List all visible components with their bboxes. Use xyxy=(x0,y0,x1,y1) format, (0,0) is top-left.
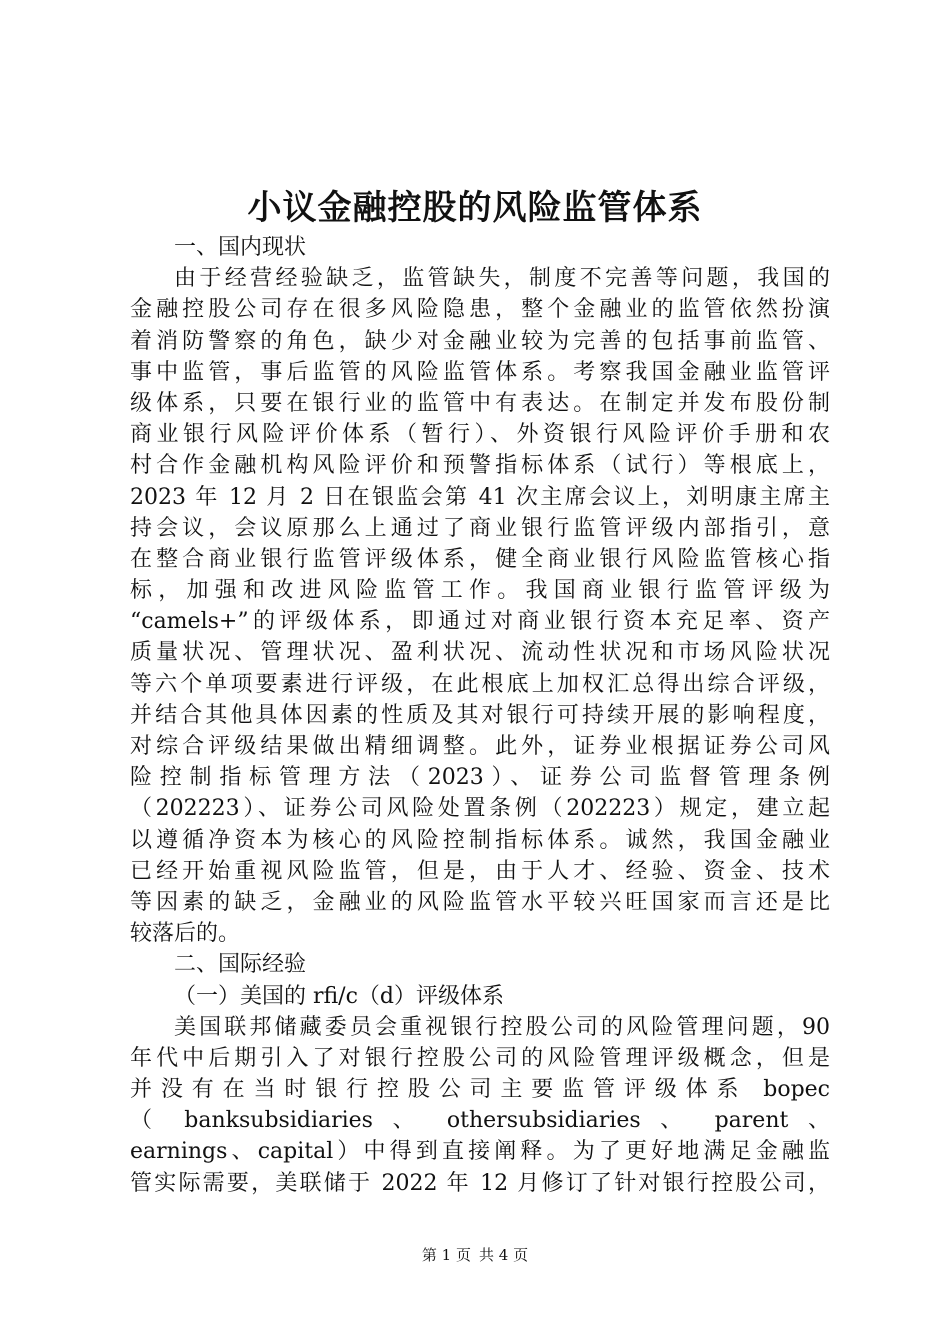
text-line: 事中监管，事后监管的风险监管体系。考察我国金融业监管评 xyxy=(130,359,830,385)
page-footer xyxy=(0,1244,950,1266)
section-heading: 一、国内现状 xyxy=(174,235,307,260)
text-line: 对综合评级结果做出精细调整。此外，证券业根据证券公司风 xyxy=(130,734,830,759)
text-line: 金融控股公司存在很多风险隐患，整个金融业的监管依然扮演 xyxy=(130,297,830,323)
text-line: 以遵循净资本为核心的风险控制指标体系。诚然，我国金融业 xyxy=(130,827,830,853)
text-line: 持会议，会议原那么上通过了商业银行监管评级内部指引，意 xyxy=(130,515,830,541)
text-line: 级体系，只要在银行业的监管中有表达。在制定并发布股份制 xyxy=(130,390,830,416)
text-line: 已经开始重视风险监管，但是，由于人才、经验、资金、技术 xyxy=(130,858,830,884)
text-line: （202223）、证券公司风险处置条例（202223）规定，建立起 xyxy=(130,796,830,822)
text-line: 商业银行风险评价体系（暂行）、外资银行风险评价手册和农 xyxy=(130,422,830,448)
text-line: 村合作金融机构风险评价和预警指标体系（试行）等根底上， xyxy=(130,453,830,479)
text-line: 并没有在当时银行控股公司主要监管评级体系 bopec xyxy=(130,1077,830,1103)
text-line: 等因素的缺乏，金融业的风险监管水平较兴旺国家而言还是比 xyxy=(130,889,830,915)
text-line: 2023 年 12 月 2 日在银监会第 41 次主席会议上，刘明康主席主 xyxy=(130,484,830,510)
text-line: 着消防警察的角色，缺少对金融业较为完善的包括事前监管、 xyxy=(130,328,830,354)
text-line: 美国联邦储藏委员会重视银行控股公司的风险管理问题，90 xyxy=(174,1014,830,1040)
page-total: 共 4 页 xyxy=(479,1246,529,1264)
section-heading: 二、国际经验 xyxy=(174,952,307,978)
subsection-heading: （一）美国的 rfi/c（d）评级体系 xyxy=(174,983,505,1009)
text-line: 并结合其他具体因素的性质及其对银行可持续开展的影响程度， xyxy=(130,702,830,728)
text-line: 较落后的。 xyxy=(130,921,241,947)
text-line: 等六个单项要素进行评级，在此根底上加权汇总得出综合评级， xyxy=(130,671,830,697)
text-line: 标，加强和改进风险监管工作。我国商业银行监管评级为 xyxy=(130,578,830,604)
text-line: 管实际需要，美联储于 2022 年 12 月修订了针对银行控股公司， xyxy=(130,1170,830,1196)
document-body xyxy=(130,232,830,1199)
text-line: 在整合商业银行监管评级体系，健全商业银行风险监管核心指 xyxy=(130,546,830,572)
text-line: 质量状况、管理状况、盈利状况、流动性状况和市场风险状况 xyxy=(130,640,830,666)
text-line: 由于经营经验缺乏，监管缺失，制度不完善等问题，我国的 xyxy=(174,266,830,292)
document-title: 小议金融控股的风险监管体系 xyxy=(247,188,703,228)
text-line: （ banksubsidiaries 、 othersubsidiaries 、 parent 、 xyxy=(130,1108,830,1134)
text-line: 险控制指标管理方法（2023）、证券公司监督管理条例 xyxy=(130,765,830,791)
page-number: 第 1 页 xyxy=(421,1246,471,1264)
text-line: earnings、capital）中得到直接阐释。为了更好地满足金融监 xyxy=(130,1139,830,1165)
text-line: “camels+”的评级体系，即通过对商业银行资本充足率、资产 xyxy=(130,609,830,635)
text-line: 年代中后期引入了对银行控股公司的风险管理评级概念，但是 xyxy=(130,1045,830,1071)
